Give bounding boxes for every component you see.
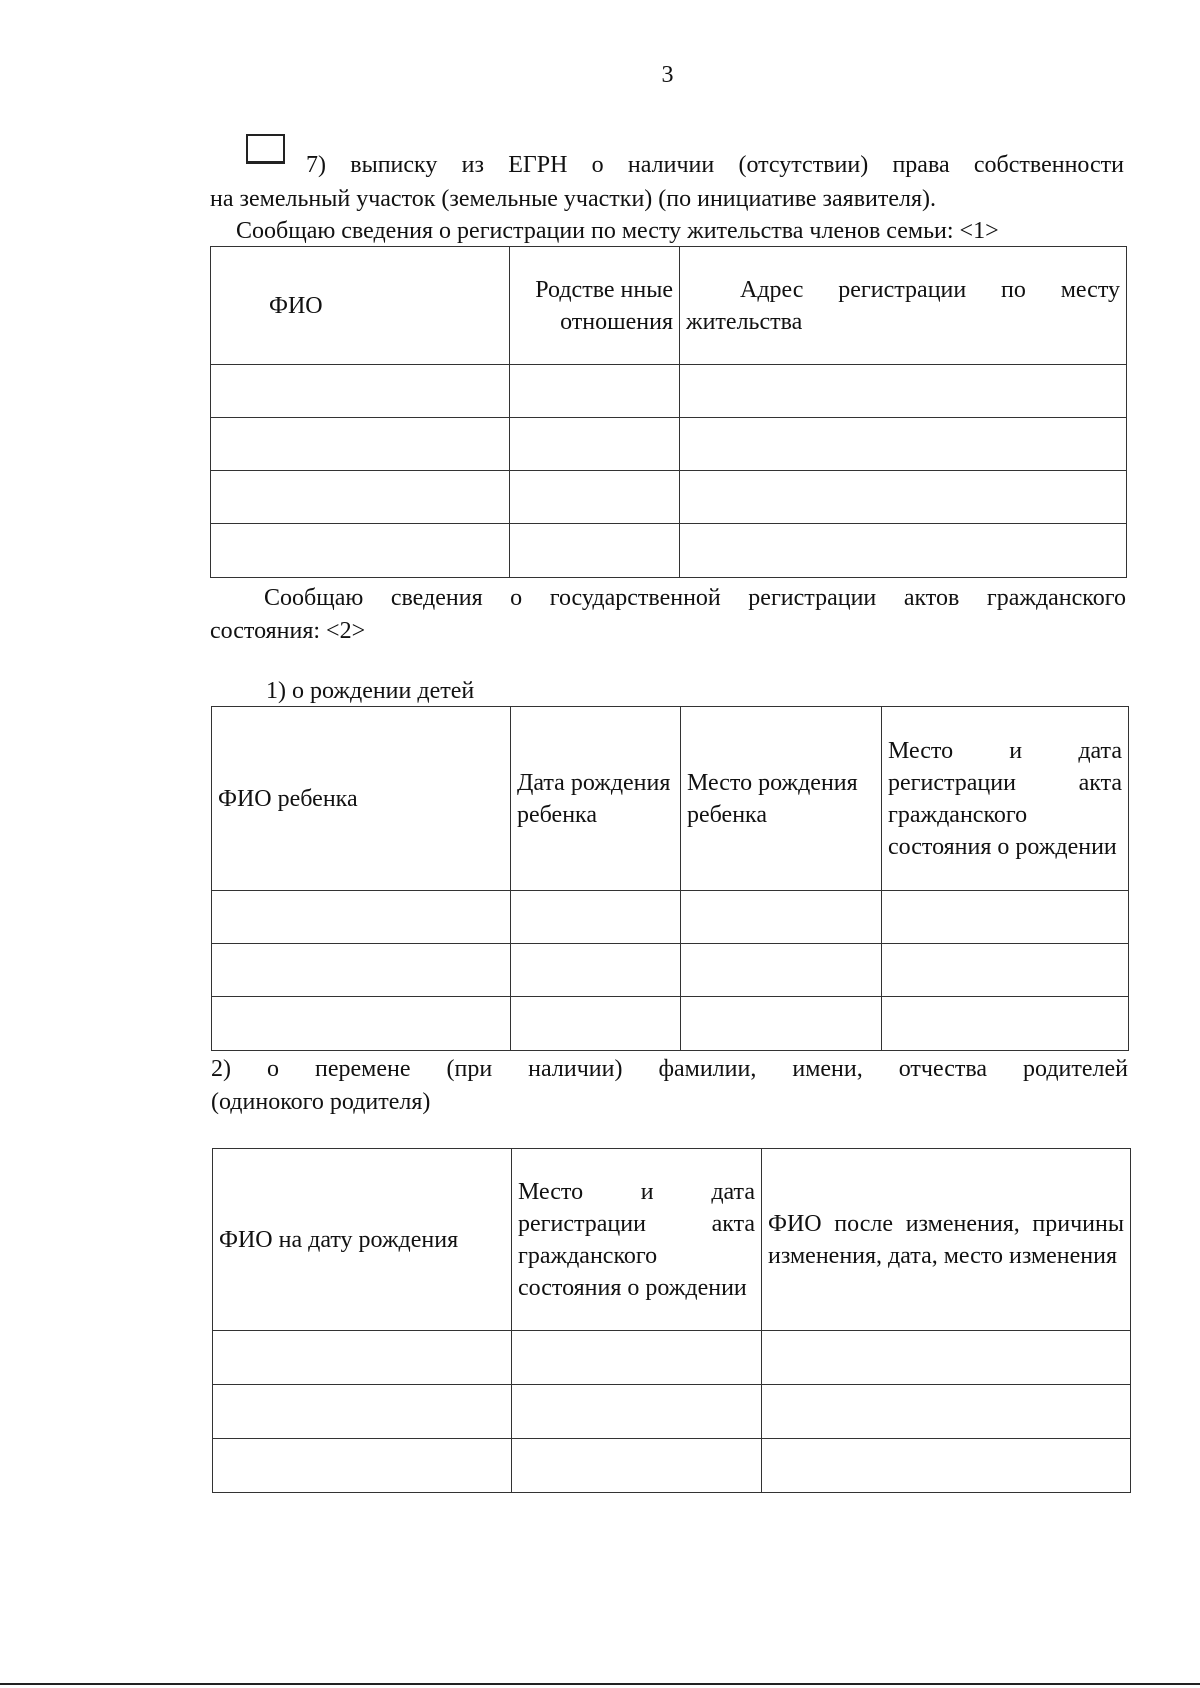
table-cell[interactable]	[511, 891, 681, 944]
table-cell[interactable]	[511, 997, 681, 1051]
table-cell[interactable]	[211, 365, 510, 418]
table-cell[interactable]	[213, 1439, 512, 1493]
name-change-table-header	[213, 1149, 1131, 1331]
children-table-header	[212, 707, 1129, 891]
table-cell[interactable]	[510, 524, 680, 578]
table-cell[interactable]	[882, 944, 1129, 997]
table-cell[interactable]	[680, 365, 1127, 418]
table-cell[interactable]	[762, 1385, 1131, 1439]
table-cell[interactable]	[882, 891, 1129, 944]
civil-intro-line1: Сообщаю сведения о государственной регистрации актов гражданского	[264, 585, 1126, 611]
table-cell[interactable]	[762, 1439, 1131, 1493]
table-cell[interactable]	[762, 1331, 1131, 1385]
table-row	[211, 471, 1127, 524]
table-row	[212, 944, 1129, 997]
table-cell[interactable]	[510, 418, 680, 471]
name-change-line2: (одинокого родителя)	[211, 1089, 431, 1115]
family-intro: Сообщаю сведения о регистрации по месту жительства членов семьи: <1>	[236, 218, 999, 244]
family-table-header	[211, 247, 1127, 365]
table-row	[212, 891, 1129, 944]
item7-line1: 7) выписку из ЕГРН о наличии (отсутствии) права собственности	[306, 152, 1124, 178]
table-row	[211, 524, 1127, 578]
table-cell[interactable]	[211, 524, 510, 578]
page-number: 3	[661, 62, 674, 88]
name-change-table	[212, 1148, 1131, 1493]
table-row	[212, 997, 1129, 1051]
table-cell[interactable]	[512, 1439, 762, 1493]
table-cell[interactable]	[213, 1331, 512, 1385]
item7-checkbox[interactable]	[246, 134, 285, 164]
table-cell[interactable]	[681, 997, 882, 1051]
table-cell[interactable]	[212, 944, 511, 997]
page-bottom-rule	[0, 1683, 1200, 1685]
table-cell[interactable]	[681, 891, 882, 944]
name-change-line1: 2) о перемене (при наличии) фамилии, имени, отчества родителей	[211, 1056, 1128, 1082]
table-row	[211, 418, 1127, 471]
table-cell[interactable]	[680, 418, 1127, 471]
children-table	[211, 706, 1129, 1051]
family-table	[210, 246, 1127, 578]
children-title: 1) о рождении детей	[266, 678, 475, 704]
header-birth-place: Место рождения ребенка	[681, 707, 882, 891]
table-cell[interactable]	[211, 418, 510, 471]
table-cell[interactable]	[213, 1385, 512, 1439]
table-cell[interactable]	[510, 365, 680, 418]
civil-intro-line2: состояния: <2>	[210, 618, 366, 644]
table-cell[interactable]	[680, 524, 1127, 578]
table-cell[interactable]	[512, 1385, 762, 1439]
table-cell[interactable]	[211, 471, 510, 524]
table-cell[interactable]	[212, 891, 511, 944]
header-registration: Место и дата регистрации акта гражданского состояния о рождении	[882, 707, 1129, 891]
table-row	[211, 365, 1127, 418]
table-cell[interactable]	[510, 471, 680, 524]
header-registration-place: Место и дата регистрации акта гражданского состояния о рождении	[512, 1149, 762, 1331]
table-row	[213, 1331, 1131, 1385]
header-name-after-change: ФИО после изменения, причины изменения, дата, место изменения	[762, 1149, 1131, 1331]
header-name-at-birth: ФИО на дату рождения	[213, 1149, 512, 1331]
table-cell[interactable]	[511, 944, 681, 997]
header-address: Адрес регистрации по месту жительства	[680, 247, 1127, 365]
header-birth-date: Дата рождения ребенка	[511, 707, 681, 891]
table-cell[interactable]	[512, 1331, 762, 1385]
table-cell[interactable]	[681, 944, 882, 997]
item7-line2: на земельный участок (земельные участки) (по инициативе заявителя).	[210, 186, 937, 212]
header-fio: ФИО	[211, 247, 510, 365]
table-row	[213, 1385, 1131, 1439]
header-relationship: Родстве нные отношения	[510, 247, 680, 365]
table-cell[interactable]	[882, 997, 1129, 1051]
table-cell[interactable]	[212, 997, 511, 1051]
table-row	[213, 1439, 1131, 1493]
header-child-name: ФИО ребенка	[212, 707, 511, 891]
table-cell[interactable]	[680, 471, 1127, 524]
